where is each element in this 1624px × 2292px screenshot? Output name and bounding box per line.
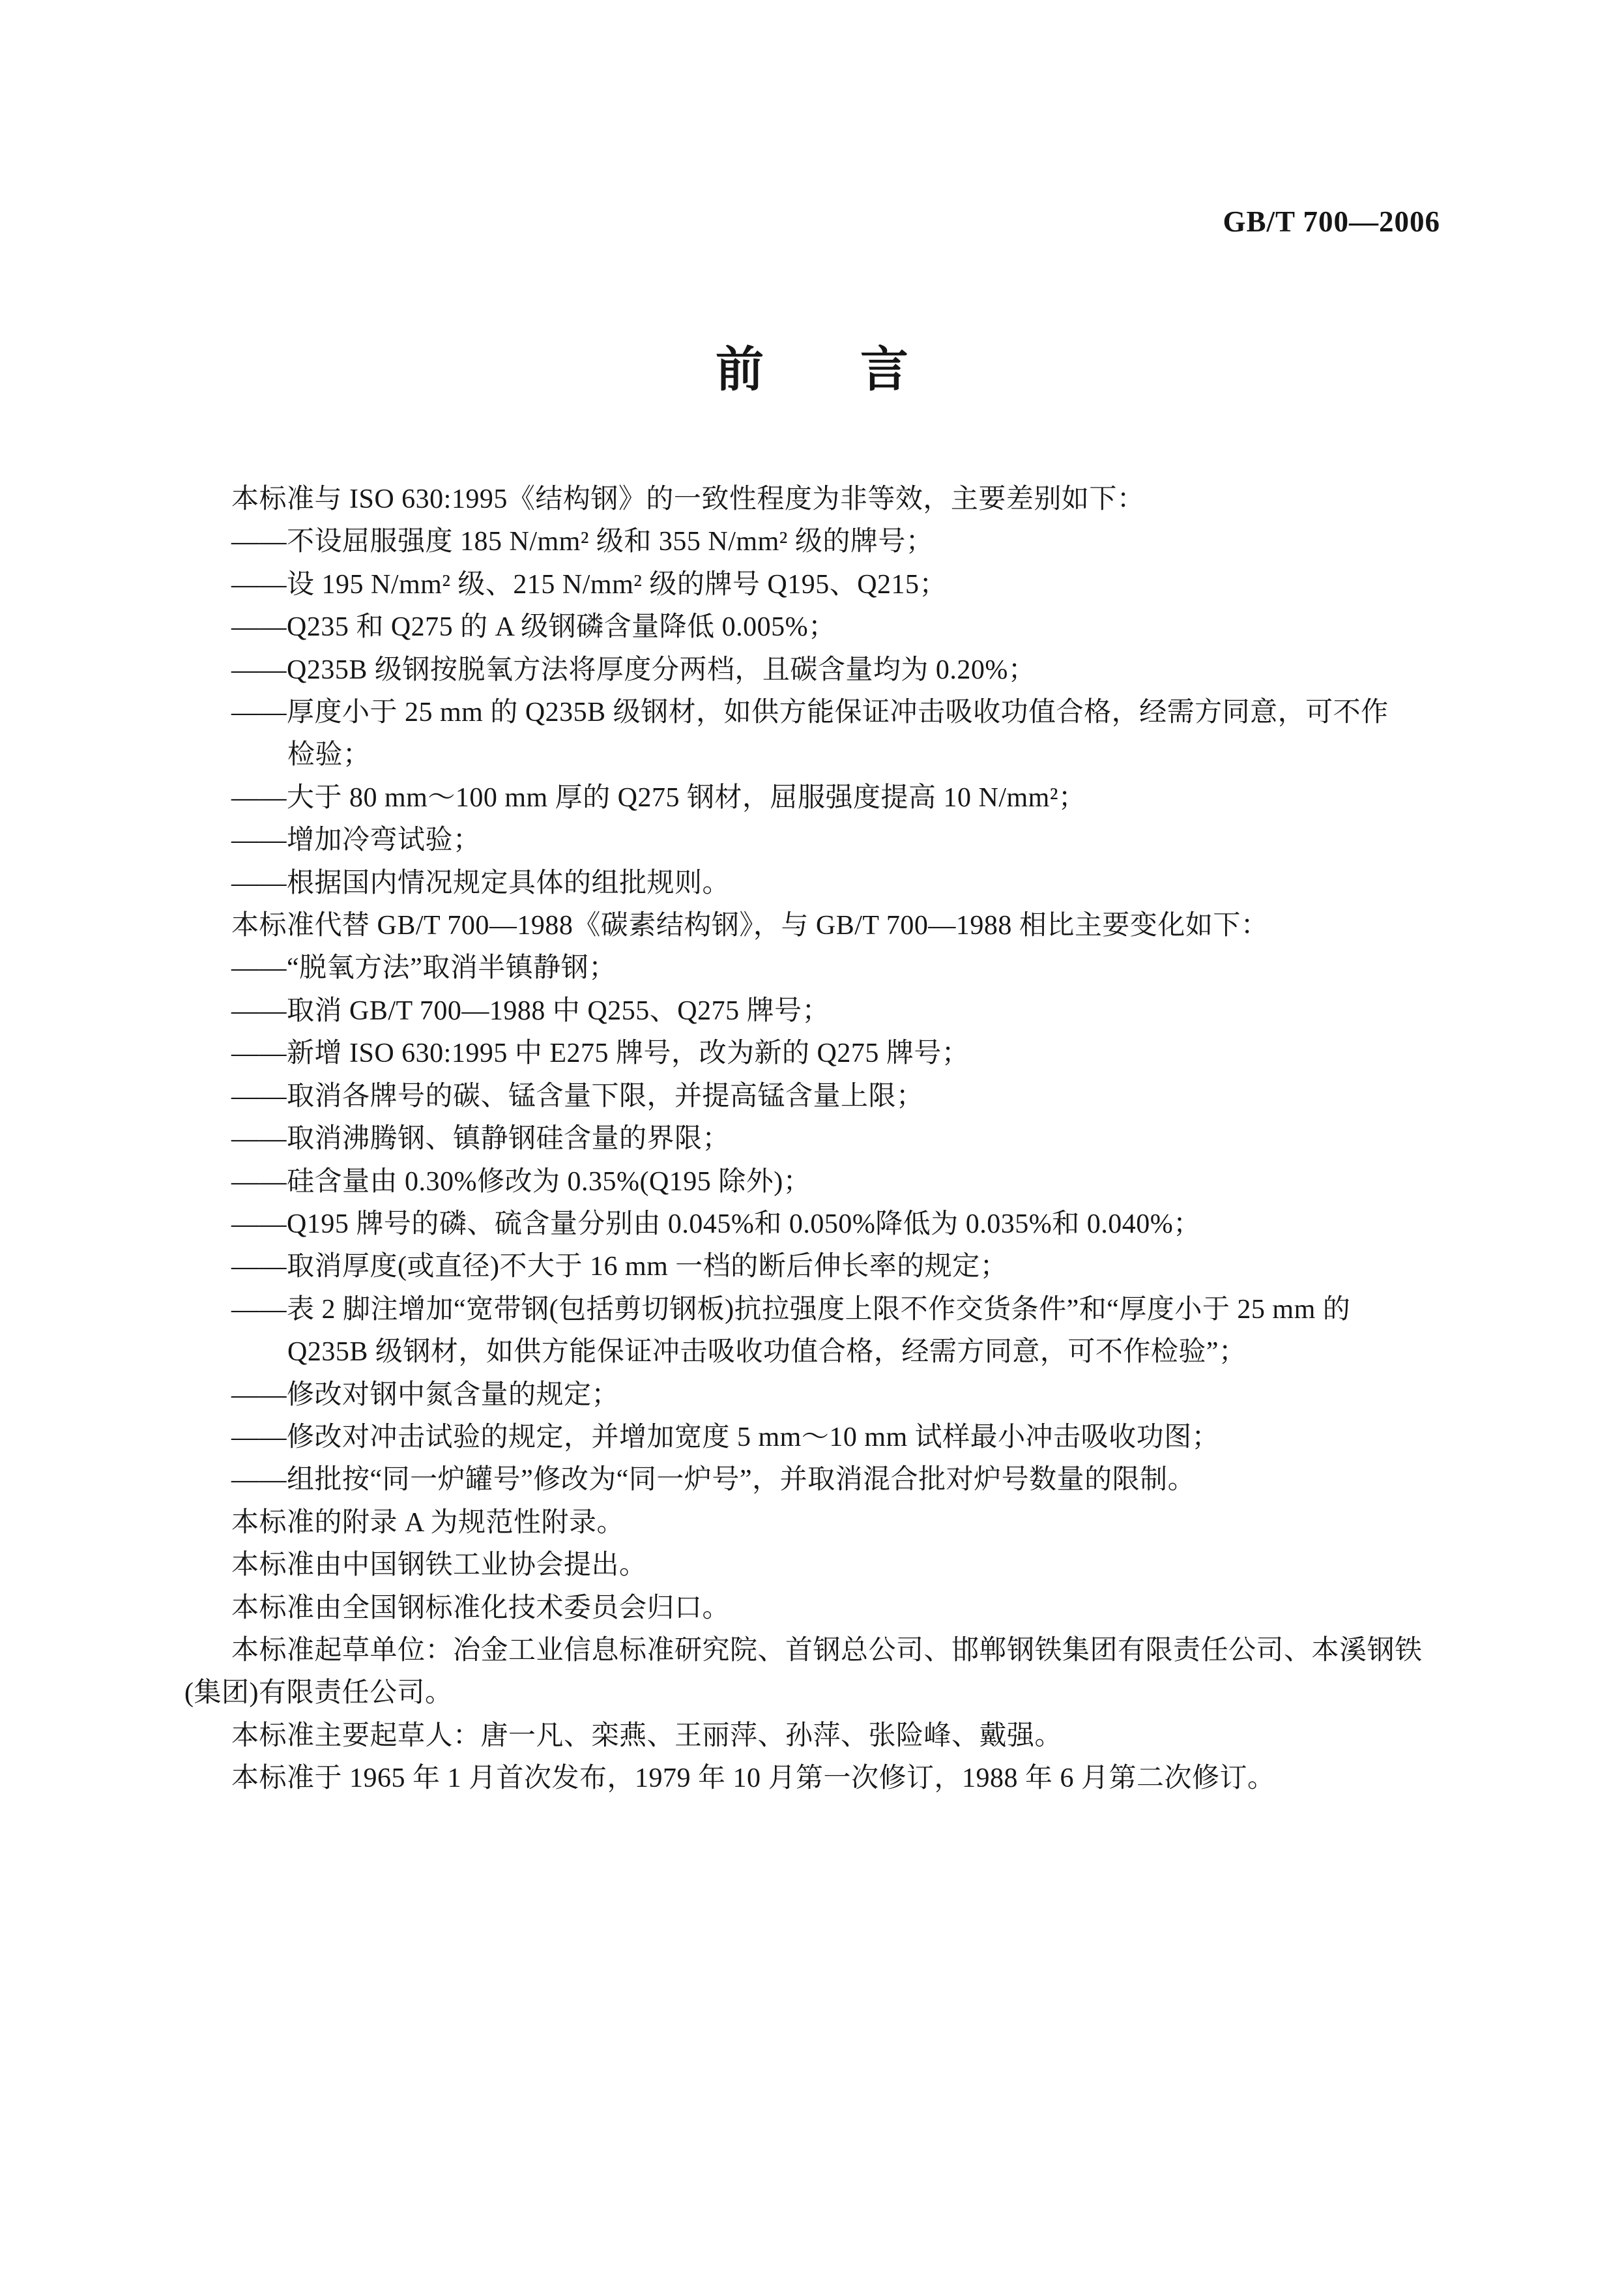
body-line: Q235B 级钢材，如供方能保证冲击吸收功值合格，经需方同意，可不作检验”； xyxy=(287,1337,1247,1368)
body-line: (集团)有限责任公司。 xyxy=(184,1678,453,1709)
body-line: ——硅含量由 0.30%修改为 0.35%(Q195 除外)； xyxy=(231,1166,811,1197)
body-line: 本标准由中国钢铁工业协会提出。 xyxy=(231,1550,647,1581)
standard-number: GB/T 700—2006 xyxy=(1223,205,1440,238)
body-line: ——不设屈服强度 185 N/mm² 级和 355 N/mm² 级的牌号； xyxy=(231,527,934,557)
body-line: ——“脱氧方法”取消半镇静钢； xyxy=(231,953,616,984)
body-line: ——表 2 脚注增加“宽带钢(包括剪切钢板)抗拉强度上限不作交货条件”和“厚度小于 25 mm 的 xyxy=(231,1294,1351,1325)
body-line: 本标准代替 GB/T 700—1988《碳素结构钢》，与 GB/T 700—1988 相比主要变化如下： xyxy=(231,911,1269,941)
body-line: ——厚度小于 25 mm 的 Q235B 级钢材，如供方能保证冲击吸收功值合格，经需方同意，可不作 xyxy=(231,698,1389,728)
body-line: ——Q235 和 Q275 的 A 级钢磷含量降低 0.005%； xyxy=(231,612,836,643)
body-line: ——设 195 N/mm² 级、215 N/mm² 级的牌号 Q195、Q215； xyxy=(231,569,948,600)
body-line: 本标准的附录 A 为规范性附录。 xyxy=(231,1507,625,1538)
body-line: ——新增 ISO 630:1995 中 E275 牌号，改为新的 Q275 牌号； xyxy=(231,1038,970,1069)
body-line: 本标准主要起草人：唐一凡、栾燕、王丽萍、孙萍、张险峰、戴强。 xyxy=(231,1720,1063,1751)
body-line: ——取消厚度(或直径)不大于 16 mm 一档的断后伸长率的规定； xyxy=(231,1252,1008,1282)
body-line: 本标准由全国钢标准化技术委员会归口。 xyxy=(231,1593,731,1623)
body-line: ——Q195 牌号的磷、硫含量分别由 0.045%和 0.050%降低为 0.035%和 0.040%； xyxy=(231,1209,1201,1239)
body-line: ——增加冷弯试验； xyxy=(231,825,481,856)
body-line: ——Q235B 级钢按脱氧方法将厚度分两档，且碳含量均为 0.20%； xyxy=(231,654,1036,685)
body-line: 本标准起草单位：冶金工业信息标准研究院、首钢总公司、邯郸钢铁集团有限责任公司、本溪钢铁 xyxy=(231,1635,1423,1666)
body-line: 检验； xyxy=(287,740,371,771)
body-line: ——组批按“同一炉罐号”修改为“同一炉号”，并取消混合批对炉号数量的限制。 xyxy=(231,1465,1196,1495)
body-line: ——修改对冲击试验的规定，并增加宽度 5 mm～10 mm 试样最小冲击吸收功图； xyxy=(231,1422,1220,1452)
body-line: ——取消 GB/T 700—1988 中 Q255、Q275 牌号； xyxy=(231,995,830,1026)
body-line: ——取消各牌号的碳、锰含量下限，并提高锰含量上限； xyxy=(231,1081,924,1111)
body-line: ——根据国内情况规定具体的组批规则。 xyxy=(231,868,731,898)
body-line: ——大于 80 mm～100 mm 厚的 Q275 钢材，屈服强度提高 10 N/mm²； xyxy=(231,782,1086,813)
body-line: 本标准于 1965 年 1 月首次发布，1979 年 10 月第一次修订，1988 年 6 月第二次修订。 xyxy=(231,1763,1275,1794)
page-title: 前 言 xyxy=(716,344,908,397)
foreword-body xyxy=(184,478,1442,1800)
body-line: ——取消沸腾钢、镇静钢硅含量的界限； xyxy=(231,1124,731,1154)
body-line: 本标准与 ISO 630:1995《结构钢》的一致性程度为非等效，主要差别如下： xyxy=(231,484,1145,514)
body-line: ——修改对钢中氮含量的规定； xyxy=(231,1379,620,1410)
